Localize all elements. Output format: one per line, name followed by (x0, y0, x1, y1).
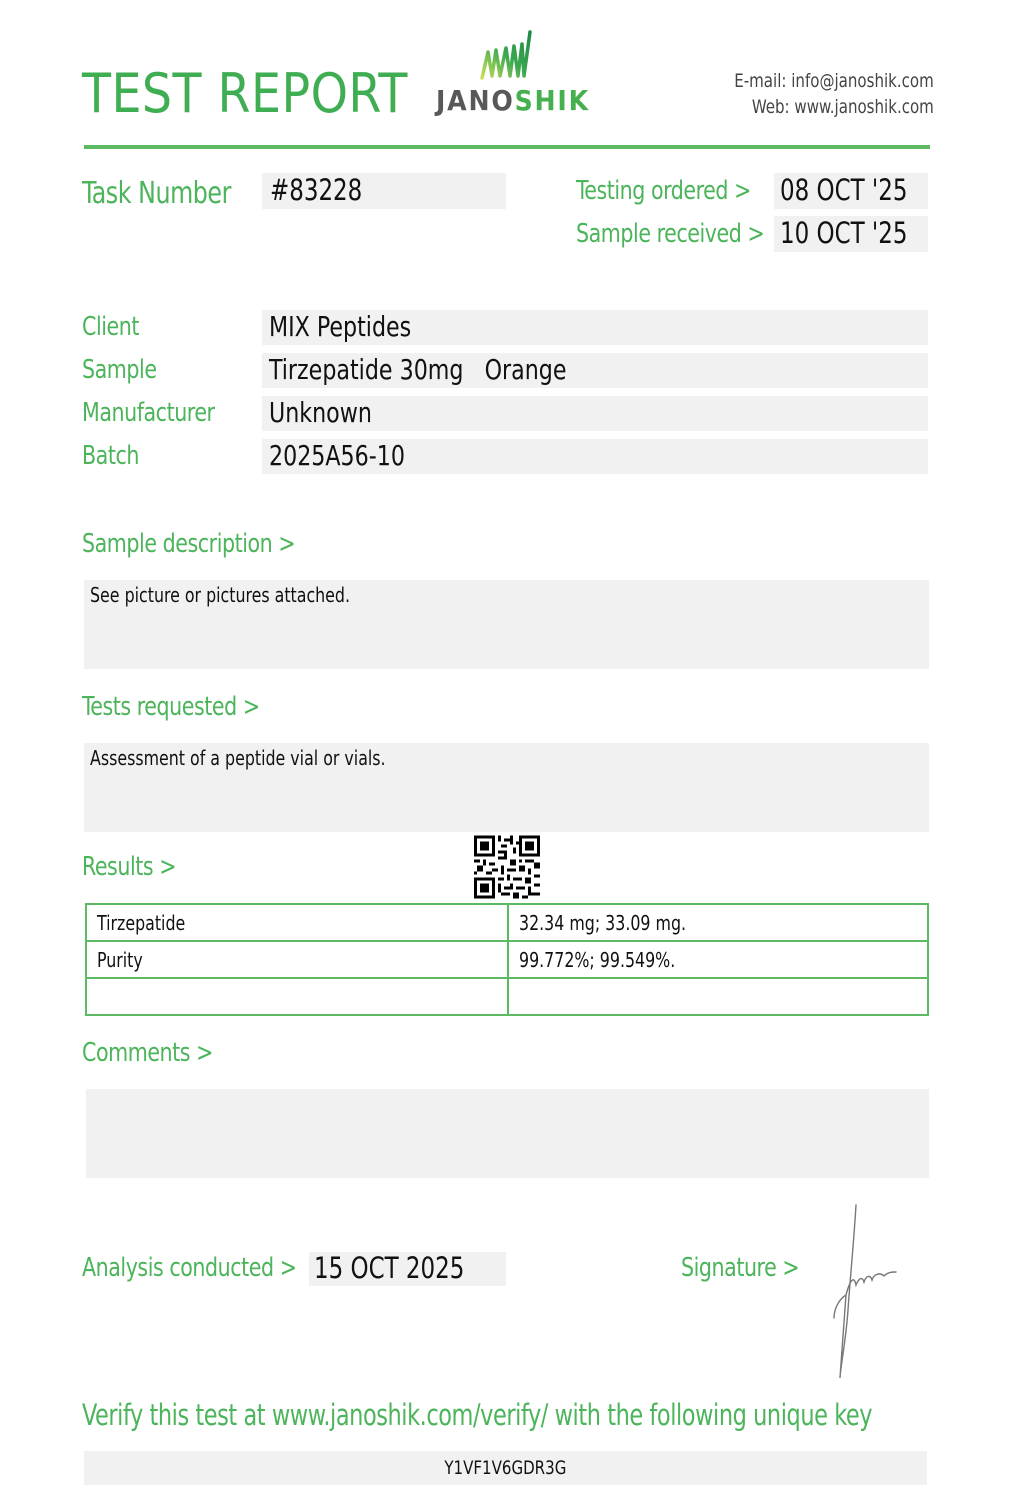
tests-requested-heading (82, 692, 284, 722)
janoshik-logo-text (436, 84, 590, 117)
result-value-cell (508, 904, 928, 941)
results-heading-text: Results > (82, 852, 177, 882)
contact-info (707, 68, 934, 120)
signature-label (681, 1253, 815, 1283)
testing-ordered-field (774, 173, 928, 209)
analysis-conducted-label (82, 1253, 326, 1283)
result-value-cell (508, 978, 928, 1015)
manufacturer-field (262, 396, 928, 431)
sample-description-box (84, 580, 929, 669)
sample-description-heading-text: Sample description > (82, 529, 296, 559)
sample-received-field (774, 216, 928, 252)
analysis-date-field (309, 1252, 506, 1286)
sample-description-text: See picture or pictures attached. (90, 583, 351, 607)
comments-heading (82, 1038, 231, 1068)
testing-ordered-label-text: Testing ordered > (576, 176, 751, 206)
signature-label-text: Signature > (681, 1253, 800, 1283)
client-field (262, 310, 928, 345)
logo-text-part1: JANO (436, 84, 515, 117)
manufacturer-label-text: Manufacturer (82, 398, 215, 428)
result-name: Tirzepatide (97, 910, 186, 935)
client-label (82, 312, 147, 342)
email-link[interactable]: info@janoshik.com (791, 70, 934, 92)
result-value: 99.772%; 99.549%. (519, 947, 676, 972)
table-row (86, 904, 928, 941)
table-row (86, 941, 928, 978)
email-line (734, 68, 934, 94)
client-value: MIX Peptides (269, 310, 412, 343)
manufacturer-value: Unknown (269, 396, 372, 429)
logo-text-part2: SHIK (514, 84, 590, 117)
batch-field (262, 439, 928, 474)
task-number-field (262, 173, 506, 209)
analysis-conducted-label-text: Analysis conducted > (82, 1253, 297, 1283)
qr-code-icon[interactable] (474, 835, 540, 899)
testing-ordered-label (576, 176, 775, 206)
client-label-text: Client (82, 312, 139, 342)
table-row (86, 978, 928, 1015)
batch-label-text: Batch (82, 441, 139, 471)
batch-value: 2025A56-10 (269, 439, 405, 472)
testing-ordered-value: 08 OCT '25 (780, 173, 908, 207)
results-heading (82, 852, 189, 882)
sample-field (262, 353, 928, 388)
sample-label (82, 355, 167, 385)
result-name-cell (86, 941, 508, 978)
batch-label (82, 441, 147, 471)
task-number-label-text: Task Number (82, 176, 231, 211)
sample-description-heading (82, 529, 324, 559)
sample-received-label (576, 219, 790, 249)
task-number-value: #83228 (270, 173, 363, 207)
web-link[interactable]: www.janoshik.com (794, 96, 934, 118)
janoshik-logo-icon (478, 30, 538, 82)
sample-received-value: 10 OCT '25 (780, 216, 908, 250)
email-label: E-mail: (734, 70, 787, 92)
report-title: TEST REPORT (82, 62, 408, 125)
result-name: Purity (97, 947, 143, 972)
tests-requested-box (84, 743, 929, 832)
results-table (85, 903, 929, 1016)
sample-label-text: Sample (82, 355, 157, 385)
result-value: 32.34 mg; 33.09 mg. (519, 910, 687, 935)
verify-text (82, 1398, 1001, 1432)
web-line (752, 94, 934, 120)
header-divider (84, 145, 930, 149)
tests-requested-heading-text: Tests requested > (82, 692, 260, 722)
task-number-label (82, 176, 251, 211)
analysis-date-value: 15 OCT 2025 (314, 1251, 465, 1285)
result-name-cell (86, 978, 508, 1015)
sample-value: Tirzepatide 30mg Orange (269, 353, 567, 386)
comments-heading-text: Comments > (82, 1038, 213, 1068)
verify-text-content: Verify this test at www.janoshik.com/verify/ with the following unique key (82, 1398, 873, 1432)
tests-requested-text: Assessment of a peptide vial or vials. (90, 746, 386, 770)
result-name-cell (86, 904, 508, 941)
manufacturer-label (82, 398, 233, 428)
comments-box (86, 1089, 929, 1178)
verification-key[interactable]: Y1VF1V6GDR3G (444, 1457, 567, 1479)
result-value-cell (508, 941, 928, 978)
verification-key-box (84, 1451, 927, 1485)
sample-received-label-text: Sample received > (576, 219, 765, 249)
web-label: Web: (751, 96, 790, 118)
signature-image (826, 1200, 906, 1385)
